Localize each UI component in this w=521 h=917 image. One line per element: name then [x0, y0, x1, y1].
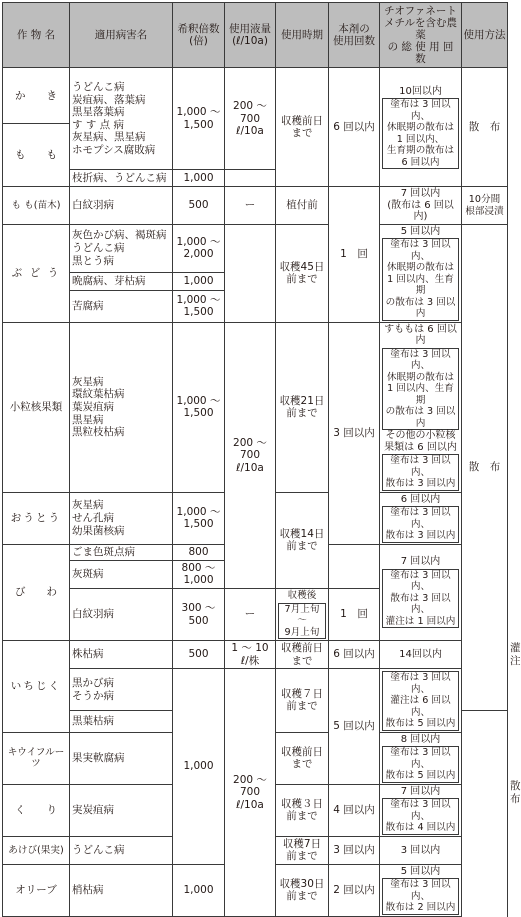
total-count-text: 7 回以内 [400, 785, 441, 797]
total-count-bracket: 塗布は 3 回以内、 散布は 3 回以内 [382, 506, 459, 543]
crop-cell: おうとう [3, 492, 70, 544]
total-count-text: その他の小粒核 果類は 6 回以内 [384, 430, 457, 453]
count-cell: 3 回以内 [329, 836, 380, 864]
volume-cell [225, 170, 276, 187]
header-disease: 適用病害名 [70, 3, 173, 68]
total-count-cell: 14回以内 [380, 641, 462, 669]
total-count-cell [380, 68, 462, 187]
disease-cell: 実炭疽病 [70, 784, 173, 836]
disease-cell: 梢枯病 [70, 864, 173, 916]
timing-cell: 収穫45日 前まで [276, 224, 329, 322]
count-cell: 6 回以内 [329, 68, 380, 187]
table-row [3, 224, 508, 272]
crop-cell: ぶ ど う [3, 224, 70, 322]
total-count-text: 8 回以内 [400, 733, 441, 745]
count-cell: 2 回以内 [329, 864, 380, 916]
disease-cell: 灰星病 せん孔病 幼果菌核病 [70, 492, 173, 544]
crop-cell: 小粒核果類 [3, 322, 70, 492]
count-cell: 5 回以内 [329, 669, 380, 785]
count-cell: 4 回以内 [329, 784, 380, 836]
total-count-cell [380, 322, 462, 492]
crop-cell: も も(苗木) [3, 187, 70, 225]
header-count: 本剤の 使用回数 [329, 3, 380, 68]
disease-cell: 黒葉枯病 [70, 711, 173, 733]
timing-cell [276, 589, 329, 641]
crop-cell: び わ [3, 544, 70, 640]
header-crop: 作 物 名 [3, 3, 70, 68]
total-count-text: 10回以内 [399, 85, 442, 97]
count-cell: 3 回以内 [329, 322, 380, 544]
header-volume: 使用液量 (ℓ/10a) [225, 3, 276, 68]
crop-cell: か き [3, 68, 70, 124]
total-count-cell [380, 187, 462, 225]
timing-cell: 収穫30日 前まで [276, 864, 329, 916]
pesticide-usage-table [2, 2, 521, 917]
disease-cell: うどんこ病 [70, 836, 173, 864]
total-count-text: すももは 6 回以内 [384, 323, 457, 347]
table-row [3, 68, 508, 124]
dilution-cell: 1,000 [173, 669, 225, 865]
dilution-cell: 1,000 [173, 864, 225, 916]
dilution-cell: 800 [173, 544, 225, 560]
timing-cell: 収穫7日 前まで [276, 836, 329, 864]
table-row [3, 322, 508, 492]
disease-cell: 苦腐病 [70, 290, 173, 322]
volume-cell: 200 ～ 700 ℓ/10a [225, 68, 276, 170]
header-dilution: 希釈倍数 (倍) [173, 3, 225, 68]
total-count-cell [380, 492, 462, 544]
volume-cell: ー [225, 589, 276, 641]
method-cell: 散 布 [462, 68, 508, 187]
crop-cell: キウイフルーツ [3, 732, 70, 784]
total-count-cell [380, 669, 462, 733]
crop-cell: も も [3, 124, 70, 187]
method-cell: 10分間 根部浸漬 [462, 187, 508, 225]
total-count-cell [380, 224, 462, 322]
header-method: 使用方法 [462, 3, 508, 68]
crop-cell: いちじく [3, 641, 70, 733]
dilution-cell: 1,000 ～ 1,500 [173, 68, 225, 170]
timing-cell: 収穫21日 前まで [276, 322, 329, 492]
timing-bracket: 7月上旬～ 9月上旬 [278, 603, 326, 640]
volume-cell [225, 224, 276, 322]
disease-cell: 果実軟腐病 [70, 732, 173, 784]
dilution-cell: 1,000 [173, 272, 225, 290]
dilution-cell: 1,000 ～ 1,500 [173, 492, 225, 544]
dilution-cell: 300 ～ 500 [173, 589, 225, 641]
disease-cell: ごま色斑点病 [70, 544, 173, 560]
count-cell: 1 回 [329, 589, 380, 641]
disease-cell: うどんこ病 炭疽病、落葉病 黒星落葉病 す す 点 病 灰星病、黒星病 ホモプシス腐敗病 [70, 68, 173, 170]
dilution-cell: 500 [173, 641, 225, 669]
disease-cell: 株枯病 [70, 641, 173, 669]
total-count-cell [380, 784, 462, 836]
count-cell [329, 544, 380, 588]
disease-cell: 晩腐病、芽枯病 [70, 272, 173, 290]
volume-cell: 200 ～ 700 ℓ/10a [225, 669, 276, 917]
total-count-note: (散布は 6 回以内) [387, 199, 454, 223]
disease-cell: 灰斑病 [70, 560, 173, 588]
total-count-text: 6 回以内 [400, 493, 441, 505]
disease-cell: 枝折病、うどんこ病 [70, 170, 173, 187]
total-count-bracket: 塗布は 3 回以内、 休眠期の散布は 1 回以内、生育期 の散布は 3 回以内 [382, 348, 459, 431]
disease-cell: 灰星病 環紋葉枯病 葉炭疽病 黒星病 黒粒枝枯病 [70, 322, 173, 492]
total-count-bracket: 塗布は 3 回以内、 散布は 5 回以内 [382, 746, 459, 783]
disease-cell: 白紋羽病 [70, 589, 173, 641]
dilution-cell: 800 ～ 1,000 [173, 560, 225, 588]
total-count-text: 5 回以内 [400, 225, 441, 237]
total-count-bracket: 塗布は 3 回以内、 散布は 3 回以内、 灌注は 1 回以内 [382, 569, 459, 629]
total-count-bracket: 塗布は 3 回以内、 散布は 4 回以内 [382, 798, 459, 835]
crop-cell: く り [3, 784, 70, 836]
timing-cell: 収穫前日 まで [276, 68, 329, 187]
timing-cell: 収穫14日 前まで [276, 492, 329, 588]
total-count-text: 7 回以内 [400, 556, 441, 568]
total-count-bracket: 塗布は 3 回以内、 休眠期の散布は 1 回以内、生育期 の散布は 3 回以内 [382, 238, 459, 321]
total-count-cell: 3 回以内 [380, 836, 462, 864]
dilution-cell: 1,000 [173, 170, 225, 187]
header-total-count: チオファネート メチルを含む農薬 の 総 使 用 回 数 [380, 3, 462, 68]
timing-cell: 収穫３日 前まで [276, 784, 329, 836]
volume-cell: 200 ～ 700 ℓ/10a [225, 322, 276, 588]
timing-text: 収穫後 [287, 590, 317, 601]
timing-cell: 収穫前日 まで [276, 732, 329, 784]
total-count-text: 5 回以内 [400, 865, 441, 877]
crop-cell: オリーブ [3, 864, 70, 916]
total-count-cell [380, 864, 462, 916]
count-cell: 6 回以内 [329, 641, 380, 669]
disease-cell: 白紋羽病 [70, 187, 173, 225]
table-row: いちじく 株枯病 500 1 ～ 10 ℓ/株 収穫前日 まで 6 回以内 14回以内 灌 注 [3, 641, 508, 669]
timing-cell: 収穫前日 まで [276, 641, 329, 669]
total-count-bracket: 塗布は 3 回以内、 灌注は 6 回以内、 散布は 5 回以内 [382, 671, 459, 731]
dilution-cell: 1,000 ～ 1,500 [173, 322, 225, 492]
total-count-cell [380, 544, 462, 640]
total-count-bracket: 塗布は 3 回以内、 散布は 3 回以内 [382, 454, 459, 491]
timing-cell: 収穫７日 前まで [276, 669, 329, 733]
table-row [3, 187, 508, 225]
total-count-text: 7 回以内 [400, 188, 441, 200]
header-timing: 使用時期 [276, 3, 329, 68]
disease-cell: 黒かび病 そうか病 [70, 669, 173, 711]
dilution-cell: 500 [173, 187, 225, 225]
crop-cell: あけび(果実) [3, 836, 70, 864]
total-count-cell [380, 732, 462, 784]
dilution-cell: 1,000 ～ 2,000 [173, 224, 225, 272]
method-cell: 散 布 [462, 224, 508, 710]
table-row: 黒かび病 そうか病 1,000 200 ～ 700 ℓ/10a 収穫７日 前まで 5 回以内 塗布は 3 回以内、 灌注は 6 回以内、 散布は 5 回以内 散 布 [3, 669, 508, 711]
volume-cell: ー [225, 187, 276, 225]
count-cell: 1 回 [329, 187, 380, 323]
total-count-bracket: 塗布は 3 回以内、 散布は 2 回以内 [382, 878, 459, 915]
timing-cell: 植付前 [276, 187, 329, 225]
dilution-cell: 1,000 ～ 1,500 [173, 290, 225, 322]
volume-cell: 1 ～ 10 ℓ/株 [225, 641, 276, 669]
disease-cell: 灰色かび病、褐斑病 うどんこ病 黒とう病 [70, 224, 173, 272]
header-row [3, 3, 508, 68]
total-count-bracket: 塗布は 3 回以内、 休眠期の散布は 1 回以内、 生育期の散布は 6 回以内 [382, 98, 459, 169]
